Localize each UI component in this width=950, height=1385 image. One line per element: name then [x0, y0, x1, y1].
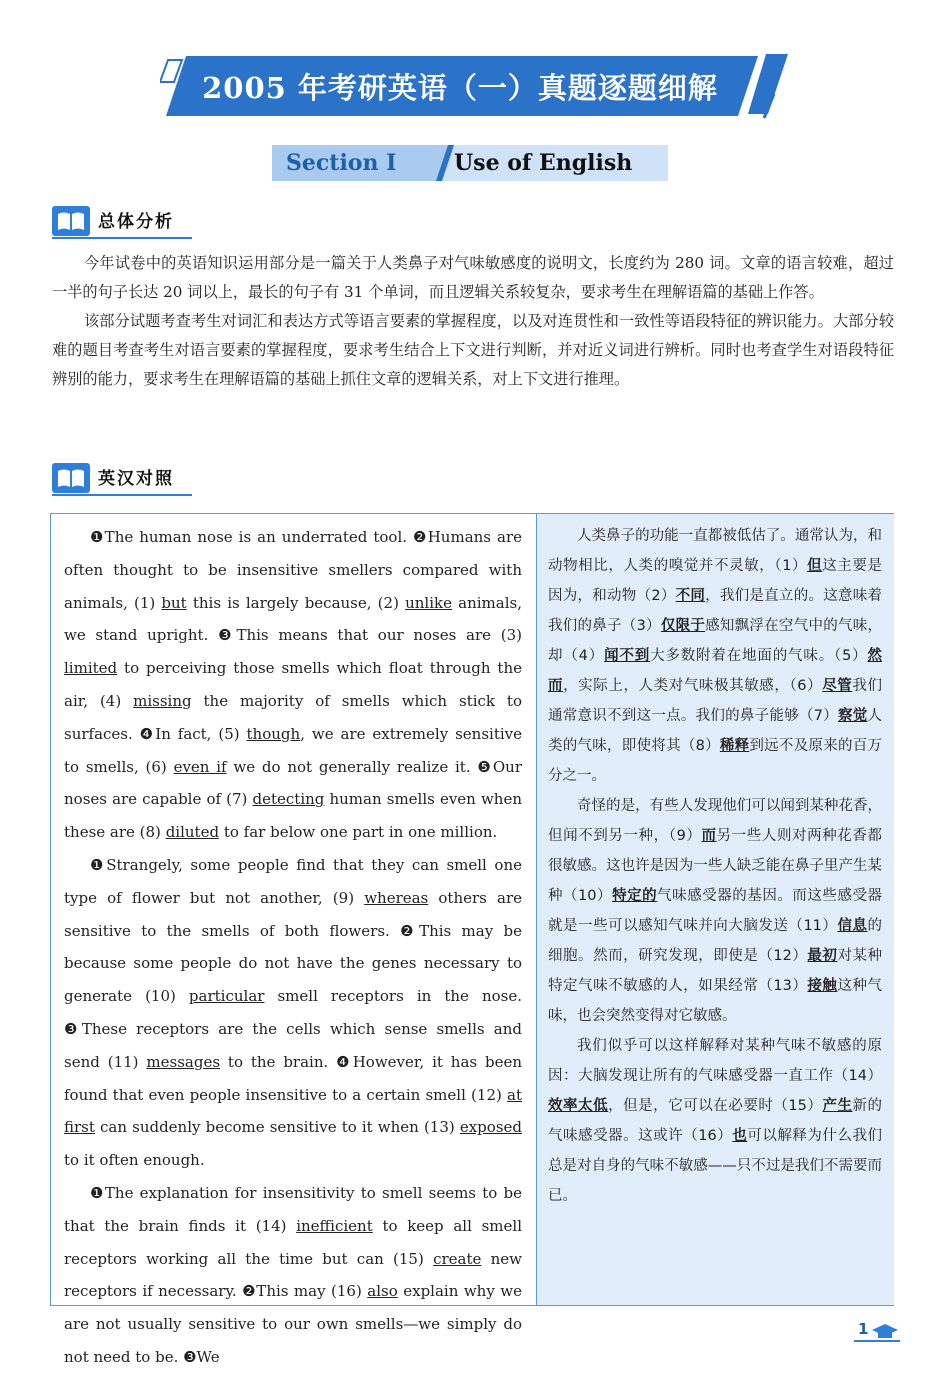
- section-header: [272, 145, 668, 181]
- text-segment: we do not generally realize it. ❺Our noses are capable of (7): [64, 757, 522, 809]
- answer-word: 察觉: [837, 708, 868, 724]
- answer-word: 也: [732, 1128, 748, 1144]
- answer-word: 但: [807, 558, 823, 574]
- section-name: Use of English: [454, 150, 633, 176]
- answer-word: detecting: [252, 790, 325, 809]
- answer-word: messages: [146, 1052, 221, 1071]
- text-segment: ❶Strangely, some people find that they can smell one type of flower but not another, (9): [64, 855, 522, 907]
- answer-word: but: [161, 593, 187, 612]
- answer-word: 闻不到: [604, 648, 651, 664]
- text-segment: , we are extremely sensitive to smells, (6): [64, 724, 522, 776]
- overview-heading-label: 总体分析: [98, 212, 174, 232]
- english-paragraph: [64, 849, 522, 1177]
- answer-word: though: [246, 724, 301, 743]
- text-segment: 这主要是因为，和动物（2）: [548, 558, 882, 604]
- text-segment: 大多数附着在地面的气味。（5）: [650, 648, 868, 664]
- text-segment: ，我们是直立的。这意味着我们的鼻子（3）: [548, 588, 883, 634]
- text-segment: 感知飘浮在空气中的气味，却（4）: [548, 618, 883, 664]
- text-segment: explain why we are not usually sensitive to our own smells—we simply do not need to be. ❸We: [64, 1282, 522, 1366]
- answer-word: 最初: [807, 948, 838, 964]
- text-segment: ❶The explanation for insensitivity to smell seems to be that the brain finds it (14): [64, 1183, 522, 1235]
- text-segment: 我们似乎可以这样解释对某种气味不敏感的原因：大脑发现让所有的气味感受器一直工作（14）: [548, 1038, 882, 1084]
- answer-word: 不同: [675, 588, 706, 604]
- section-label: Section Ⅰ: [286, 150, 397, 176]
- answer-word: 接触: [807, 978, 838, 994]
- answer-word: create: [433, 1249, 482, 1268]
- text-segment: 新的气味感受器。这或许（16）: [548, 1098, 883, 1144]
- book-icon: [52, 463, 90, 493]
- answer-word: 稀释: [719, 738, 750, 754]
- answer-word: 信息: [837, 918, 868, 934]
- text-segment: 我们通常意识不到这一点。我们的鼻子能够（7）: [548, 678, 882, 724]
- text-segment: 这种气味，也会突然变得对它敏感。: [548, 978, 883, 1024]
- text-segment: this is largely because, (2): [186, 593, 406, 612]
- text-segment: 人类的气味，即使将其（8）: [548, 708, 882, 754]
- text-segment: 人类鼻子的功能一直都被低估了。通常认为，和动物相比，人类的嗅觉并不灵敏，（1）: [548, 528, 882, 574]
- answer-word: 而: [701, 828, 717, 844]
- answer-word: 然而: [548, 648, 883, 694]
- english-paragraph: [64, 1177, 522, 1374]
- page-number-rule: [854, 1340, 900, 1342]
- chinese-paragraph: [548, 1031, 882, 1211]
- page-title: 2005 年考研英语（一）真题逐题细解: [202, 70, 718, 105]
- text-segment: animals, we stand upright. ❸This means that our noses are (3): [64, 593, 522, 645]
- mortarboard-icon: [870, 1322, 900, 1342]
- text-segment: can suddenly become sensitive to it when (13): [94, 1118, 460, 1137]
- chinese-paragraph: [548, 791, 882, 1031]
- text-segment: ❶The human nose is an underrated tool. ❷Humans are often thought to be insensitive smellers compared with animals, (1): [64, 528, 522, 612]
- comparison-box: [50, 513, 894, 1366]
- text-segment: 奇怪的是，有些人发现他们可以闻到某种花香，但闻不到另一种，（9）: [548, 798, 882, 844]
- page-number: [852, 1320, 912, 1344]
- text-segment: human smells even when these are (8): [64, 790, 522, 842]
- book-icon: [52, 206, 90, 236]
- answer-word: 尽管: [822, 678, 853, 694]
- answer-word: inefficient: [296, 1216, 373, 1235]
- text-segment: 另一些人则对两种花香都很敏感。这也许是因为一些人缺乏能在鼻子里产生某种（10）: [548, 828, 882, 904]
- answer-word: 效率太低: [548, 1098, 609, 1114]
- chinese-paragraph: [548, 521, 882, 791]
- text-segment: to far below one part in one million.: [219, 823, 498, 842]
- overview-paragraph: 今年试卷中的英语知识运用部分是一篇关于人类鼻子对气味敏感度的说明文，长度约为 280 词。文章的语言较难，超过一半的句子长达 20 词以上，最长的句子有 31 个单词，而且逻辑关系较复杂，要求考生在理解语篇的基础上作答。: [52, 254, 894, 301]
- text-segment: 的细胞。然而，研究发现，即使是（12）: [548, 918, 883, 964]
- text-segment: others are sensitive to the smells of both flowers. ❷This may be because some people do not have the genes necessary to generate (10): [64, 888, 522, 1006]
- text-segment: to the brain. ❹However, it has been found that even people insensitive to a certain smell (12): [64, 1052, 522, 1104]
- answer-word: particular: [188, 987, 265, 1006]
- answer-word: 特定的: [612, 888, 658, 904]
- answer-word: missing: [133, 691, 192, 710]
- text-segment: 到远不及原来的百万分之一。: [548, 738, 883, 784]
- comparison-heading: [52, 463, 192, 493]
- text-segment: 可以解释为什么我们总是对自身的气味不敏感——只不过是我们不需要而已。: [548, 1128, 883, 1204]
- title-banner: [160, 52, 790, 120]
- answer-word: 仅限于: [660, 618, 706, 634]
- text-segment: 气味感受器的基因。而这些感受器就是一些可以感知气味并向大脑发送（11）: [548, 888, 883, 934]
- chinese-text: [548, 521, 882, 1211]
- answer-word: whereas: [364, 888, 429, 907]
- answer-word: limited: [64, 659, 118, 678]
- answer-word: at first: [64, 1085, 522, 1137]
- text-segment: to it often enough.: [64, 1151, 205, 1170]
- text-segment: smell receptors in the nose. ❸These receptors are the cells which sense smells and send (11): [64, 987, 522, 1071]
- answer-word: 产生: [822, 1098, 853, 1114]
- text-segment: the majority of smells which stick to surfaces. ❹In fact, (5): [64, 691, 522, 743]
- overview-heading: [52, 206, 192, 236]
- text-segment: to keep all smell receptors working all the time but can (15): [64, 1216, 522, 1268]
- answer-word: even if: [173, 757, 227, 776]
- answer-word: exposed: [459, 1118, 522, 1137]
- heading-underline: [52, 237, 192, 239]
- heading-underline: [52, 494, 192, 496]
- english-paragraph: [64, 521, 522, 849]
- text-segment: 对某种特定气味不敏感的人，如果经常（13）: [548, 948, 883, 994]
- english-text: [64, 521, 522, 1374]
- overview-text: [52, 249, 894, 394]
- text-segment: ，但是，它可以在必要时（15）: [608, 1098, 823, 1114]
- answer-word: diluted: [165, 823, 220, 842]
- comparison-heading-label: 英汉对照: [98, 469, 174, 489]
- overview-paragraph: 该部分试题考查考生对词汇和表达方式等语言要素的掌握程度，以及对连贯性和一致性等语段特征的辨识能力。大部分较难的题目考查考生对语言要素的掌握程度，要求考生结合上下文进行判断，并对近义词进行辨析。同时也考查学生对语段特征辨别的能力，要求考生在理解语篇的基础上抓住文章的逻辑关系，对上下文进行推理。: [52, 312, 894, 388]
- text-segment: ，实际上，人类对气味极其敏感，（6）: [563, 678, 823, 694]
- text-segment: new receptors if necessary. ❷This may (16): [64, 1249, 522, 1301]
- text-segment: to perceiving those smells which float through the air, (4): [64, 659, 522, 710]
- page-number-label: 1: [858, 1320, 869, 1338]
- answer-word: unlike: [405, 593, 452, 612]
- answer-word: also: [367, 1282, 398, 1301]
